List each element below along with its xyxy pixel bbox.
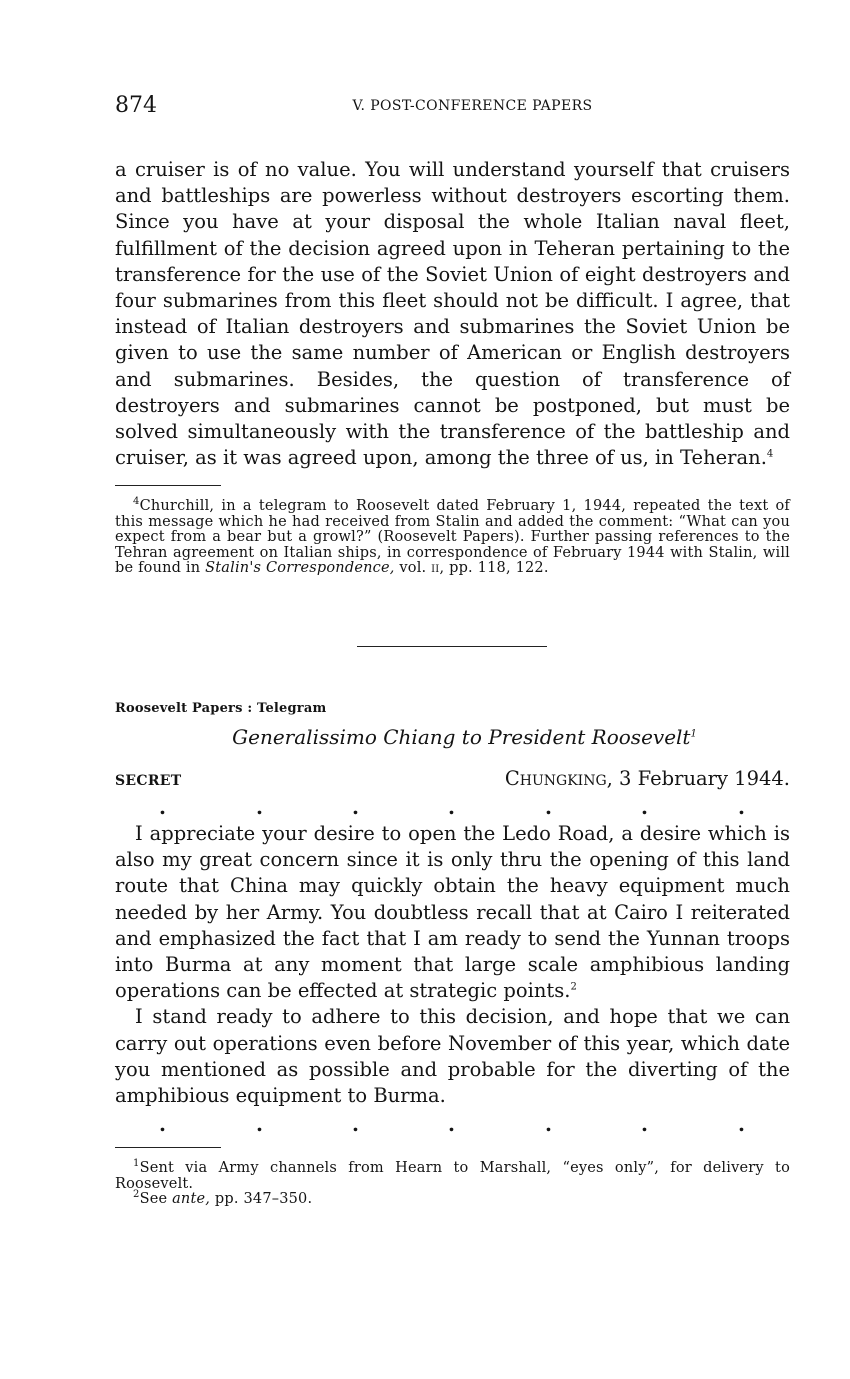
ellipsis-dot: . (256, 795, 263, 819)
continued-message (115, 157, 790, 471)
ellipsis-dot: . (352, 1112, 359, 1136)
footnote-1-text: Sent via Army channels from Hearn to Marshall, “eyes only”, for delivery to Roosevelt. (115, 1160, 790, 1192)
ellipsis-row-bottom (115, 1112, 790, 1136)
classification-label: SECRET (115, 773, 182, 789)
telegram-paragraph-1-text: I appreciate your desire to open the Ledo Road, a desire which is also my great concern since it is only thru the opening of this land route that China may quickly obtain the heavy equipment much needed by her Army. You doubtless recall that at Cairo I reiterated and emphasized the fact that I am ready to send the Yunnan troops into Burma at any moment that large scale amphibious landing operations can be effected at strategic points. (115, 822, 790, 1003)
section-separator (357, 646, 547, 647)
footnote-rule (115, 485, 221, 486)
ellipsis-dot: . (545, 1112, 552, 1136)
ellipsis-dot: . (545, 795, 552, 819)
ellipsis-dot: . (641, 1112, 648, 1136)
footnote-1-marker: 1 (133, 1158, 140, 1170)
footnote-4-text (115, 496, 790, 577)
ellipsis-dot: . (641, 795, 648, 819)
ellipsis-dot: . (256, 1112, 263, 1136)
footnote-4-italic-title: Stalin's Correspondence, (205, 560, 395, 576)
footnote-ref-2: 2 (570, 981, 577, 993)
ellipsis-dot: . (159, 795, 166, 819)
ellipsis-dot: . (352, 795, 359, 819)
footnote-2-marker: 2 (133, 1189, 140, 1201)
footnote-rule (115, 1147, 221, 1148)
ellipsis-dot: . (738, 795, 745, 819)
telegram-body (115, 821, 790, 1109)
document-title (115, 725, 802, 749)
footnotes-bottom (115, 1158, 790, 1208)
footnote-2-text-b: pp. 347–350. (210, 1191, 313, 1207)
ellipsis-dot: . (738, 1112, 745, 1136)
footnote-ref-1: 1 (690, 728, 697, 740)
footnote-4-volume: ii (431, 560, 440, 576)
place: Chungking, (504, 767, 613, 790)
continued-paragraph-text: a cruiser is of no value. You will understand yourself that cruisers and battleships are powerless without destroyers escorting them. Since you have at your disposal the whole Italian naval fleet, fulfillment of the decision agreed upon in Teheran pertaining to the transference for the use of the Soviet Union of eight destroyers and four submarines from this fleet should not be difficult. I agree, that instead of Italian destroyers and submarines the Soviet Union be given to use the same number of American or English destroyers and submarines. Besides, the question of transference of destroyers and submarines cannot be postponed, but must be solved simultaneously with the transference of the battleship and cruiser, as it was agreed upon, among the three of us, in Teheran. (115, 158, 790, 470)
footnote-4-pages: , pp. 118, 122. (439, 560, 549, 576)
telegram-paragraph-1 (115, 821, 790, 1004)
footnote-2-italic: ante, (172, 1191, 211, 1207)
place-and-date (505, 767, 790, 790)
footnote-1 (115, 1158, 790, 1192)
ellipsis-dot: . (448, 795, 455, 819)
document-source: Roosevelt Papers : Telegram (115, 701, 327, 716)
footnote-4-marker: 4 (133, 496, 140, 508)
continued-paragraph (115, 157, 790, 471)
footnote-ref-4: 4 (766, 448, 774, 460)
document-title-text: Generalissimo Chiang to President Roosevelt (232, 725, 691, 749)
ellipsis-dot: . (448, 1112, 455, 1136)
page-header (115, 93, 790, 123)
footnote-4 (115, 496, 790, 577)
telegram-paragraph-2: I stand ready to adhere to this decision, and hope that we can carry out operations even before November of this year, which date you mentioned as possible and probable for the diverting of the amphibious equipment to Burma. (115, 1005, 790, 1108)
ellipsis-dot: . (159, 1112, 166, 1136)
running-head: V. POST-CONFERENCE PAPERS (352, 98, 593, 114)
page-number: 874 (115, 93, 157, 118)
footnote-2 (115, 1189, 790, 1208)
footnote-2-text-a: See (139, 1191, 173, 1207)
footnote-4-body: Churchill, in a telegram to Roosevelt dated February 1, 1944, repeated the text of this message which he had received from Stalin and added the comment: “What can you expect from a bear but a growl?” (Roosevelt Papers). Further passing references to the Tehran agreement on Italian ships, in correspondence of February 1944 with Stalin, will be found in (115, 498, 790, 576)
footnote-4-vol: vol. (394, 560, 432, 576)
ellipsis-row-top (115, 795, 790, 819)
date: 3 February 1944. (612, 767, 790, 790)
